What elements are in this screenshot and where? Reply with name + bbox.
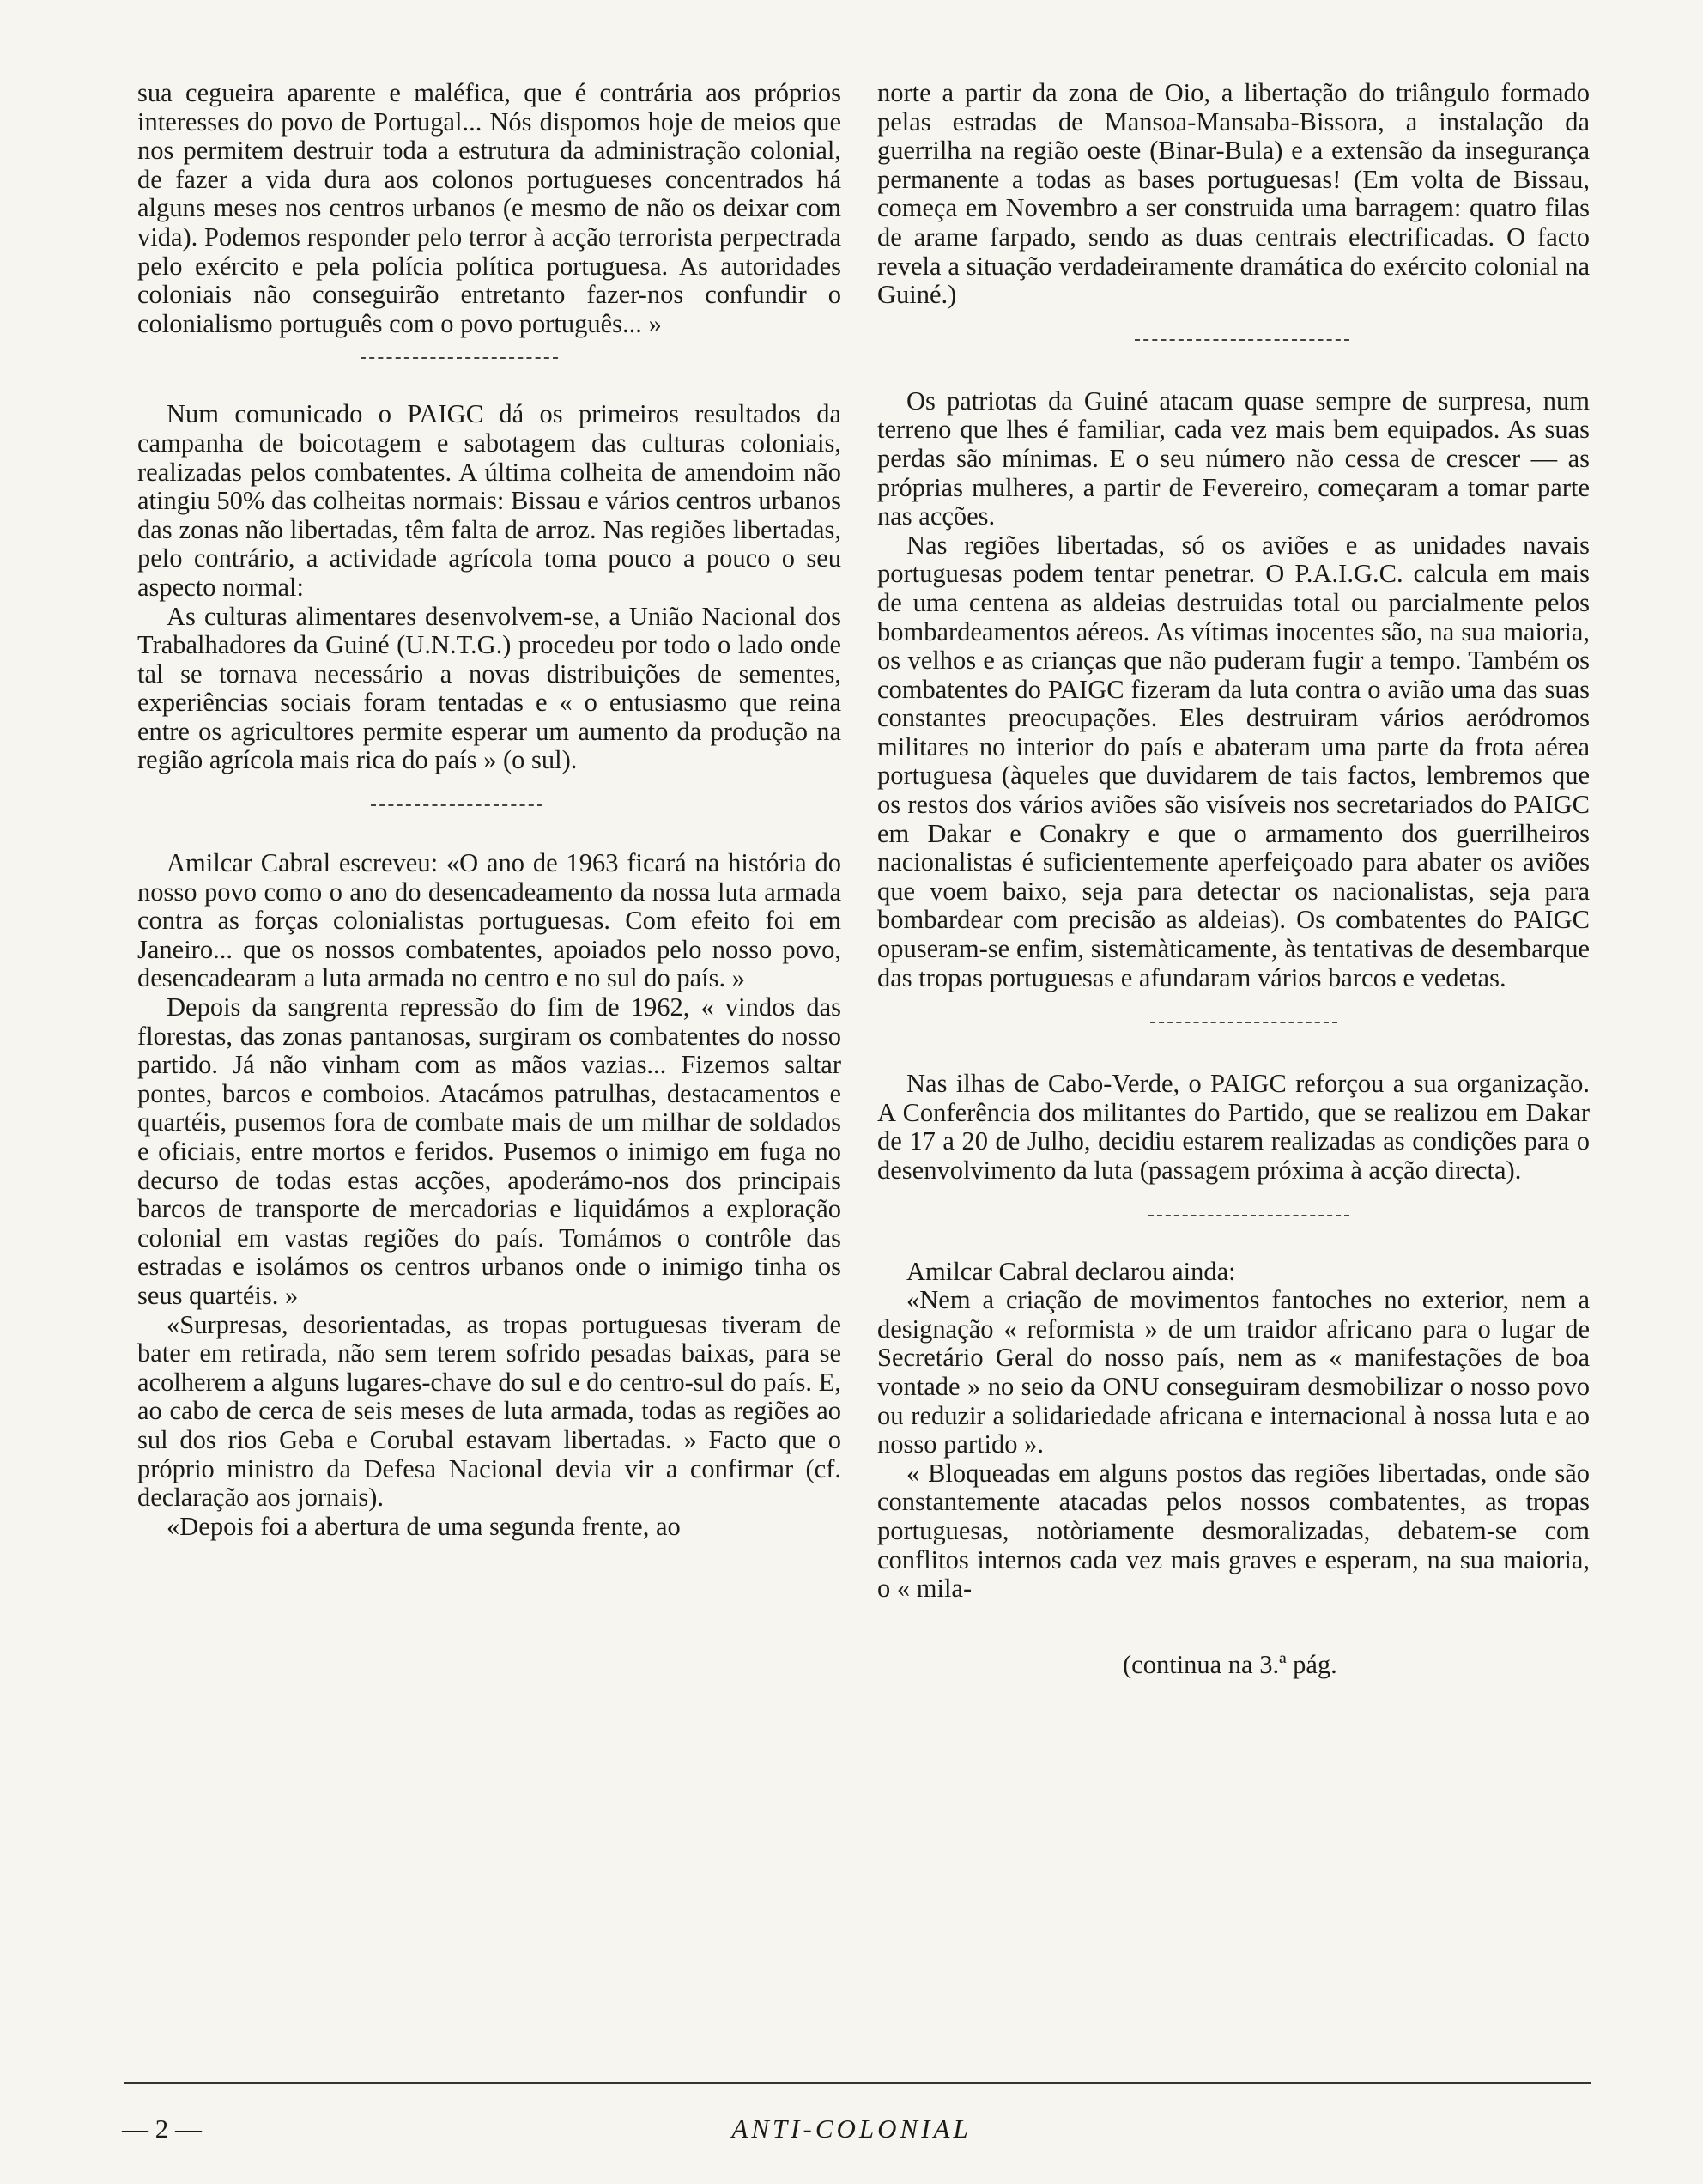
section-divider [361, 357, 558, 359]
left-column [137, 79, 841, 1541]
section-divider [1148, 1215, 1349, 1216]
paragraph: Os patriotas da Guiné atacam quase sempre de surpresa, num terreno que lhes é familiar, cada vez mais bem equipados. As suas perdas são mínimas. E o seu número não cessa de crescer — as próprias mulheres, a partir de Fevereiro, começaram a tomar parte nas acções. [877, 385, 1590, 531]
paragraph: Nas regiões libertadas, só os aviões e as unidades navais portuguesas podem tentar penetrar. O P.A.I.G.C. calcula em mais de uma centena as aldeias destruidas total ou parcialmente pelos bombardeamentos aéreos. As vítimas inocentes são, na sua maioria, os velhos e as crianças que não puderam fugir a tempo. Também os combatentes do PAIGC fizeram da luta contra o avião uma das suas constantes preocupações. Eles destruiram vários aeródromos militares no interior do país e abateram uma parte da frota aérea portuguesa (àqueles que duvidarem de tais factos, lembremos que os restos dos vários aviões são visíveis nos secretariados do PAIGC em Dakar e Conakry e que o armamento dos guerrilheiros nacionalistas é suficientemente aperfeiçoado para abater os aviões que voem baixo, seja para detectar os nacionalistas, seja para bombardear com precisão as aldeias). Os combatentes do PAIGC opuseram-se enfim, sistemàticamente, às tentativas de desembarque das tropas portuguesas e afundaram vários barcos e vedetas. [877, 530, 1590, 992]
paragraph: «Surpresas, desorientadas, as tropas portuguesas tiveram de bater em retirada, não sem terem sofrido pesadas baixas, para se acolherem a alguns lugares-chave do sul e do centro-sul do país. E, ao cabo de cerca de seis meses de luta armada, todas as regiões ao sul dos rios Geba e Corubal estavam libertadas. » Facto que o próprio ministro da Defesa Nacional devia vir a confirmar (cf. declaração aos jornais). [137, 1309, 841, 1513]
section-divider [371, 804, 542, 806]
paragraph: Amilcar Cabral escreveu: «O ano de 1963 ficará na história do nosso povo como o ano do desencadeamento da nossa luta armada contra as forças colonialistas portuguesas. Com efeito foi em Janeiro... que os nossos combatentes, apoiados pelo nosso povo, desencadearam a luta armada no centro e no sul do país. » [137, 848, 841, 993]
paragraph: Amilcar Cabral declarou ainda: [906, 1256, 1236, 1286]
footer-rule [124, 2082, 1591, 2084]
page-number: — 2 — [122, 2114, 202, 2144]
paragraph: sua cegueira aparente e maléfica, que é contrária aos próprios interesses do povo de Portugal... Nós dispomos hoje de meios que nos permitem destruir toda a estrutura da administração colonial, de fazer a vida dura aos colonos portugueses concentrados há alguns meses nos centros urbanos (e mesmo de não os deixar com vida). Podemos responder pelo terror à acção terrorista perpectrada pelo exército e pela polícia política portuguesa. As autoridades coloniais não conseguirão entretanto fazer-nos confundir o colonialismo português com o povo português... » [137, 78, 841, 338]
paragraph: Nas ilhas de Cabo-Verde, o PAIGC reforçou a sua organização. A Conferência dos militantes do Partido, que se realizou em Dakar de 17 a 20 de Julho, decidiu estarem realizadas as condições para o desenvolvimento da luta (passagem próxima à acção directa). [877, 1069, 1590, 1185]
paragraph: « Bloqueadas em alguns postos das regiões libertadas, onde são constantemente atacadas pelos nossos combatentes, as tropas portuguesas, notòriamente desmoralizadas, debatem-se com conflitos internos cada vez mais graves e esperam, na sua maioria, o « mila- [877, 1458, 1590, 1604]
right-column [877, 79, 1590, 1679]
paragraph: Depois da sangrenta repressão do fim de 1962, « vindos das florestas, das zonas pantanosas, surgiram os combatentes do nosso partido. Já não vinham com as mãos vazias... Fizemos saltar pontes, barcos e comboios. Atacámos patrulhas, destacamentos e quartéis, pusemos fora de combate mais de um milhar de soldados e oficiais, entre mortos e feridos. Pusemos o inimigo em fuga no decurso de todas estas acções, apoderámo-nos dos principais barcos de transporte de mercadorias e liquidámos a exploração colonial em vastas regiões do país. Tomámos o contrôle das estradas e isolámos os centros urbanos onde o inimigo tinha os seus quartéis. » [137, 992, 841, 1310]
paragraph: norte a partir da zona de Oio, a libertação do triângulo formado pelas estradas de Mansoa-Mansaba-Bissora, a instalação da guerrilha na região oeste (Binar-Bula) e a extensão da insegurança permanente a todas as bases portuguesas! (Em volta de Bissau, começa em Novembro a ser construida uma barragem: quatro filas de arame farpado, sendo as duas centrais electrificadas. O facto revela a situação verdadeiramente dramática do exército colonial na Guiné.) [877, 78, 1590, 310]
continuation-note: (continua na 3.ª pág. [1123, 1649, 1337, 1679]
paragraph: «Depois foi a abertura de uma segunda frente, ao [167, 1511, 681, 1541]
paragraph: «Nem a criação de movimentos fantoches no exterior, nem a designação « reformista » de um traidor africano para o lugar de Secretário Geral do nosso país, nem as « manifestações de boa vontade » no seio da ONU conseguiram desmobilizar o nosso povo ou reduzir a solidariedade africana e internacional à nossa luta e ao nosso partido ». [877, 1285, 1590, 1459]
masthead: ANTI-COLONIAL [731, 2114, 972, 2144]
section-divider [1135, 339, 1349, 341]
paragraph: As culturas alimentares desenvolvem-se, a União Nacional dos Trabalhadores da Guiné (U.N.T.G.) procedeu por todo o lado onde tal se tornava necessário a novas distribuições de sementes, experiências sociais foram tentadas e « o entusiasmo que reina entre os agricultores permite esperar um aumento da produção na região agrícola mais rica do país » (o sul). [137, 601, 841, 775]
section-divider [1150, 1022, 1337, 1023]
paragraph: Num comunicado o PAIGC dá os primeiros resultados da campanha de boicotagem e sabotagem das culturas coloniais, realizadas pelos combatentes. A última colheita de amendoim não atingiu 50% das colheitas normais: Bissau e vários centros urbanos das zonas não libertadas, têm falta de arroz. Nas regiões libertadas, pelo contrário, a actividade agrícola toma pouco a pouco o seu aspecto normal: [137, 399, 841, 602]
